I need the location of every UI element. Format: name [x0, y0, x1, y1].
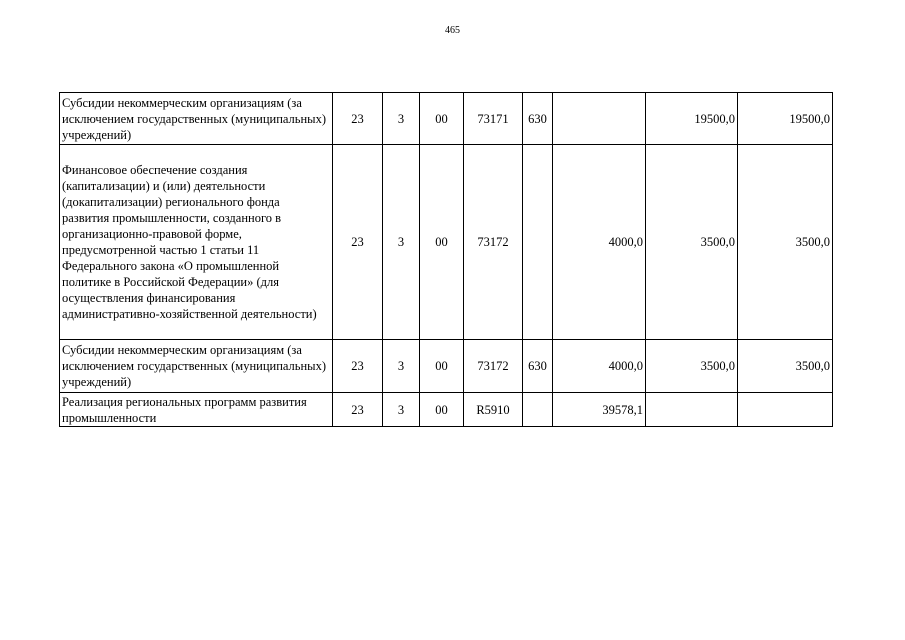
expense-type-code: 630	[523, 93, 553, 145]
table-row	[60, 145, 833, 340]
subsection-code: 3	[383, 393, 420, 427]
amount-year-2: 3500,0	[646, 145, 738, 340]
program-code: 00	[420, 145, 464, 340]
section-code: 23	[333, 145, 383, 340]
row-description: Субсидии некоммерческим организациям (за исключением государственных (муниципальных) учреждений)	[60, 93, 333, 145]
amount-year-1: 4000,0	[553, 145, 646, 340]
amount-year-2	[646, 393, 738, 427]
amount-year-1	[553, 93, 646, 145]
row-description: Субсидии некоммерческим организациям (за исключением государственных (муниципальных) учреждений)	[60, 340, 333, 393]
subsection-code: 3	[383, 93, 420, 145]
program-code: 00	[420, 93, 464, 145]
page-number: 465	[445, 25, 460, 36]
expense-type-code: 630	[523, 340, 553, 393]
expense-type-code	[523, 145, 553, 340]
amount-year-2: 19500,0	[646, 93, 738, 145]
subsection-code: 3	[383, 145, 420, 340]
amount-year-3	[738, 393, 833, 427]
amount-year-3: 19500,0	[738, 93, 833, 145]
amount-year-3: 3500,0	[738, 340, 833, 393]
expense-type-code	[523, 393, 553, 427]
section-code: 23	[333, 340, 383, 393]
section-code: 23	[333, 93, 383, 145]
amount-year-3: 3500,0	[738, 145, 833, 340]
amount-year-2: 3500,0	[646, 340, 738, 393]
budget-table	[59, 92, 833, 427]
table-row	[60, 93, 833, 145]
row-description: Финансовое обеспечение создания (капитализации) и (или) деятельности (докапитализации) регионального фонда развития промышленности, созданного в организационно-правовой форме, предусмотренной частью 1 статьи 11 Федерального закона «О промышленной политике в Российской Федерации» (для осуществления финансирования административно-хозяйственной деятельности)	[60, 145, 333, 340]
program-code: 00	[420, 340, 464, 393]
amount-year-1: 39578,1	[553, 393, 646, 427]
row-description: Реализация региональных программ развития промышленности	[60, 393, 333, 427]
program-code: 00	[420, 393, 464, 427]
target-code: 73172	[464, 340, 523, 393]
amount-year-1: 4000,0	[553, 340, 646, 393]
table-row	[60, 393, 833, 427]
section-code: 23	[333, 393, 383, 427]
target-code: 73172	[464, 145, 523, 340]
target-code: R5910	[464, 393, 523, 427]
table-row	[60, 340, 833, 393]
target-code: 73171	[464, 93, 523, 145]
subsection-code: 3	[383, 340, 420, 393]
